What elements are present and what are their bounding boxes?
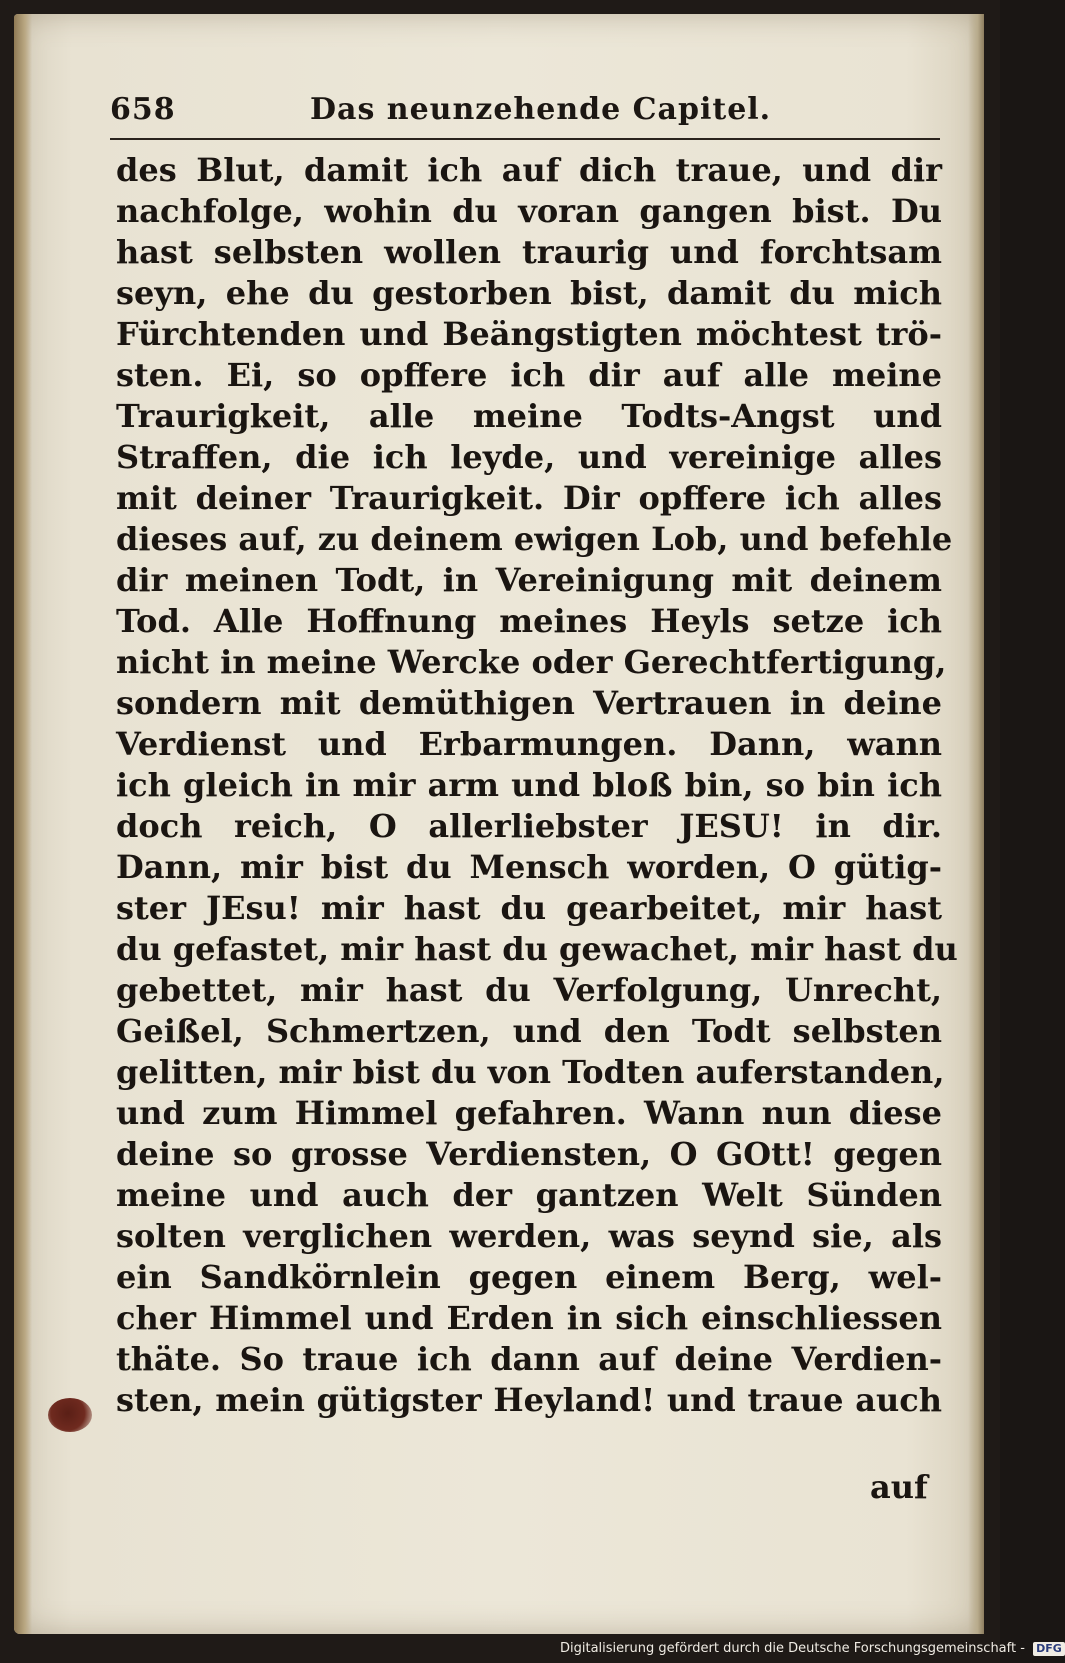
text-line: doch reich, O allerliebster JESU! in dir. [116,807,942,845]
text-line: ein Sandkörnlein gegen einem Berg, wel- [116,1258,942,1296]
running-title: Das neunzehende Capitel. [310,92,772,127]
text-line: sondern mit demüthigen Vertrauen in deine [116,684,942,722]
text-line: nicht in meine Wercke oder Gerechtfertigung, [116,643,947,681]
text-line: cher Himmel und Erden in sich einschliessen [116,1299,942,1337]
text-line: Straffen, die ich leyde, und vereinige alles [116,438,942,476]
text-line: Fürchtenden und Beängstigten möchtest trö- [116,315,942,353]
text-line: des Blut, damit ich auf dich traue, und dir [116,151,942,189]
digitization-credit [560,1641,1062,1661]
text-line: solten verglichen werden, was seynd sie, als [116,1217,942,1255]
text-line: Tod. Alle Hoffnung meines Heyls setze ich [116,602,942,640]
text-line: thäte. So traue ich dann auf deine Verdien- [116,1340,942,1378]
text-line: meine und auch der gantzen Welt Sünden [116,1176,942,1214]
text-line: nachfolge, wohin du voran gangen bist. Du [116,192,942,230]
text-line: dir meinen Todt, in Vereinigung mit deinem [116,561,942,599]
text-line: Geißel, Schmertzen, und den Todt selbsten [116,1012,942,1050]
text-line: ich gleich in mir arm und bloß bin, so bin ich [116,766,942,804]
page-left-edge [14,14,32,1634]
text-line: sten. Ei, so opffere ich dir auf alle meine [116,356,942,394]
text-line: mit deiner Traurigkeit. Dir opffere ich alles [116,479,942,517]
credit-text: Digitalisierung gefördert durch die Deutsche Forschungsgemeinschaft - [560,1641,1025,1656]
header-rule [110,138,940,140]
page-header [110,92,940,136]
text-line: ster JEsu! mir hast du gearbeitet, mir hast [116,889,942,927]
catchword: auf [870,1468,928,1506]
text-line: Traurigkeit, alle meine Todts-Angst und [116,397,942,435]
text-line: hast selbsten wollen traurig und forchtsam [116,233,942,271]
text-line: Verdienst und Erbarmungen. Dann, wann [116,725,942,763]
text-line: und zum Himmel gefahren. Wann nun diese [116,1094,942,1132]
text-line: sten, mein gütigster Heyland! und traue auch [116,1381,942,1419]
text-line: deine so grosse Verdiensten, O GOtt! gegen [116,1135,942,1173]
text-line: Dann, mir bist du Mensch worden, O gütig- [116,848,942,886]
body-text [116,150,958,1421]
page-right-edge [968,14,984,1634]
dfg-logo-icon: DFG [1033,1642,1065,1656]
text-line: gebettet, mir hast du Verfolgung, Unrecht, [116,971,942,1009]
ink-stain [48,1398,92,1432]
text-line: du gefastet, mir hast du gewachet, mir hast du [116,930,958,968]
text-line: gelitten, mir bist du von Todten auferstanden, [116,1053,945,1091]
text-line: dieses auf, zu deinem ewigen Lob, und befehle [116,520,953,558]
page-number: 658 [110,92,176,127]
text-line: seyn, ehe du gestorben bist, damit du mich [116,274,942,312]
